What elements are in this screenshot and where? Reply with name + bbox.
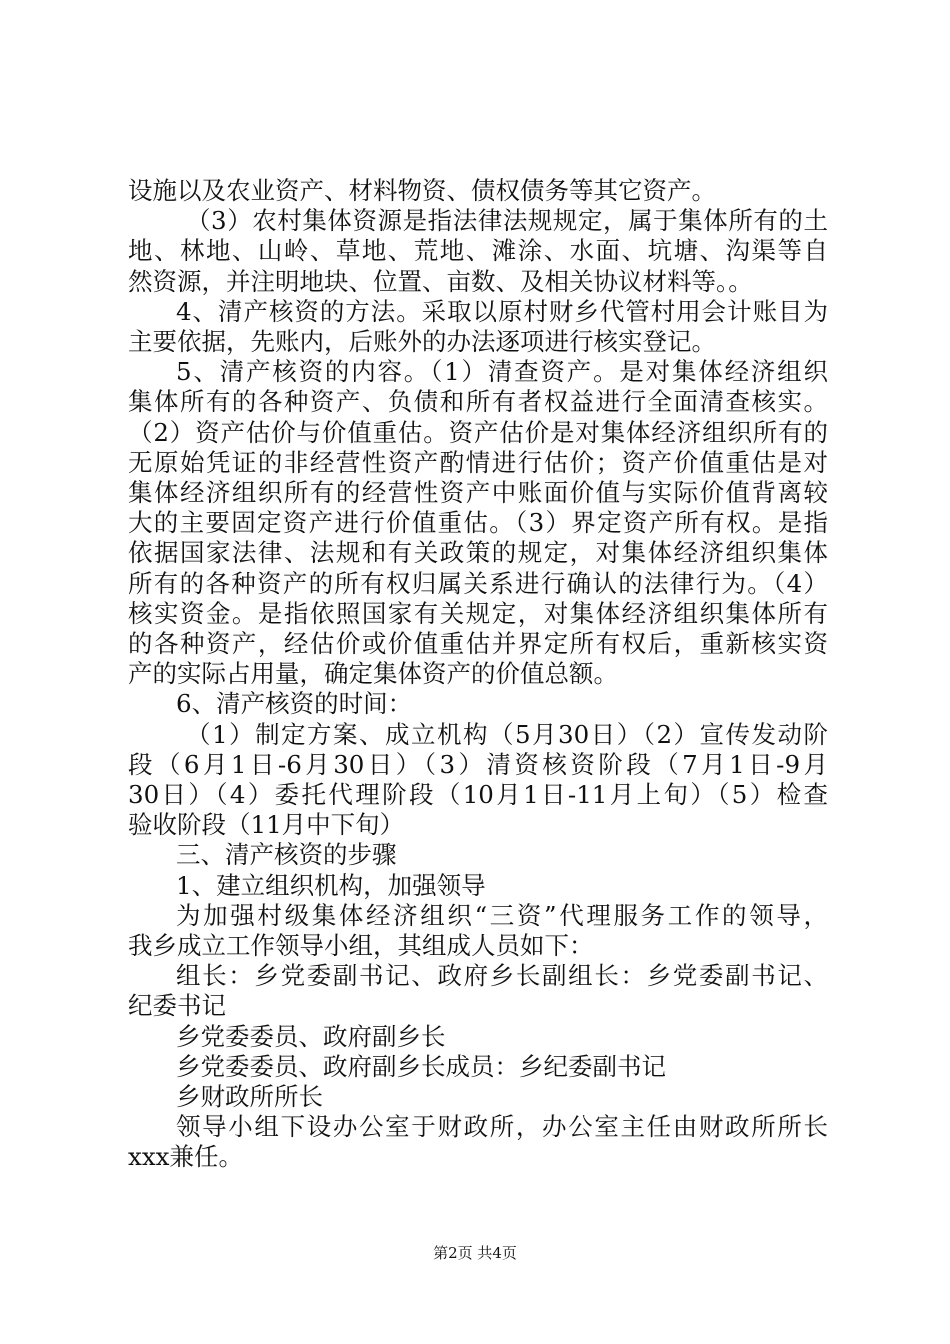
paragraph-line: 产的实际占用量，确定集体资产的价值总额。 <box>128 659 618 689</box>
paragraph-line: 为加强村级集体经济组织“三资”代理服务工作的领导， <box>176 900 828 930</box>
paragraph-line: 的各种资产，经估价或价值重估并界定所有权后，重新核实资 <box>128 629 828 658</box>
paragraph-line: （2）资产估价与价值重估。资产估价是对集体经济组织所有的 <box>128 417 828 447</box>
paragraph-line: 30日）（4）委托代理阶段（10月1日-11月上旬）（5）检查 <box>128 780 828 809</box>
paragraph-line: （1）制定方案、成立机构（5月30日）（2）宣传发动阶 <box>186 719 828 749</box>
paragraph-line: 无原始凭证的非经营性资产酌情进行估价；资产价值重估是对 <box>128 447 828 477</box>
paragraph-line: 依据国家法律、法规和有关政策的规定，对集体经济组织集体 <box>128 538 828 568</box>
paragraph-line: 领导小组下设办公室于财政所，办公室主任由财政所所长 <box>176 1112 828 1142</box>
paragraph-line: 主要依据，先账内，后账外的办法逐项进行核实登记。 <box>128 327 716 356</box>
paragraph-line: 组长：乡党委副书记、政府乡长副组长：乡党委副书记、 <box>176 961 828 991</box>
paragraph-line: 5、清产核资的内容。（1）清查资产。是对集体经济组织 <box>176 357 828 387</box>
paragraph-line: 集体经济组织所有的经营性资产中账面价值与实际价值背离较 <box>128 478 828 507</box>
paragraph-line: 乡党委委员、政府副乡长成员：乡纪委副书记 <box>176 1051 666 1081</box>
paragraph-line: 地、林地、山岭、草地、荒地、滩涂、水面、坑塘、沟渠等自 <box>128 236 828 266</box>
paragraph-line: 我乡成立工作领导小组，其组成人员如下： <box>128 931 594 960</box>
paragraph-line: 6、清产核资的时间： <box>176 689 413 719</box>
section-heading: 三、清产核资的步骤 <box>176 840 397 870</box>
paragraph-line: 所有的各种资产的所有权归属关系进行确认的法律行为。（4） <box>128 568 828 598</box>
paragraph-line: 核实资金。是指依照国家有关规定，对集体经济组织集体所有 <box>128 598 828 628</box>
paragraph-line: 集体所有的各种资产、负债和所有者权益进行全面清查核实。 <box>128 387 828 417</box>
paragraph-line: 验收阶段（11月中下旬） <box>128 810 405 840</box>
paragraph-line: 纪委书记 <box>128 991 226 1021</box>
paragraph-line: 乡党委委员、政府副乡长 <box>176 1021 446 1051</box>
paragraph-line: 设施以及农业资产、材料物资、债权债务等其它资产。 <box>128 176 716 205</box>
paragraph-line: xxx兼任。 <box>128 1142 243 1172</box>
paragraph-line: 大的主要固定资产进行价值重估。（3）界定资产所有权。是指 <box>128 508 828 538</box>
paragraph-line: 段（6月1日-6月30日）（3）清资核资阶段（7月1日-9月 <box>128 749 828 779</box>
subsection-heading: 1、建立组织机构，加强领导 <box>176 870 486 900</box>
paragraph-line: 4、清产核资的方法。采取以原村财乡代管村用会计账目为 <box>176 296 828 326</box>
paragraph-line: （3）农村集体资源是指法律法规规定，属于集体所有的土 <box>186 206 828 236</box>
paragraph-line: 然资源，并注明地块、位置、亩数、及相关协议材料等。。 <box>128 266 753 296</box>
paragraph-line: 乡财政所所长 <box>176 1082 323 1111</box>
page-footer: 第2页 共4页 <box>433 1244 517 1262</box>
